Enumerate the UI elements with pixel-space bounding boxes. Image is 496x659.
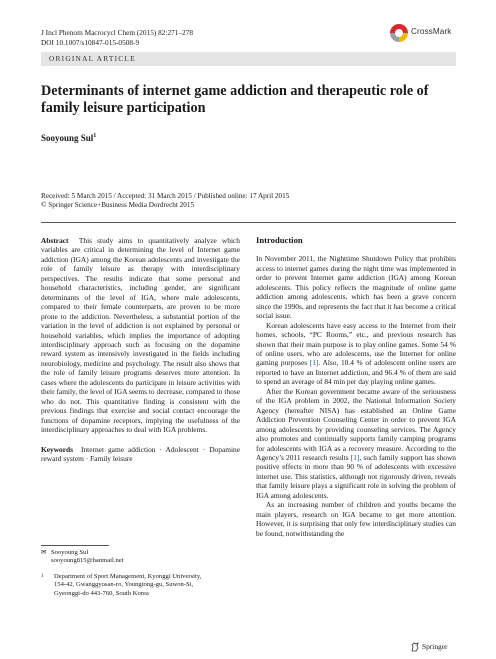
affiliation-line-1: Department of Sport Management, Kyonggi University, <box>54 573 202 580</box>
citation-link[interactable]: [1] <box>309 358 319 368</box>
intro-paragraph-3: After the Korean government became aware of the seriousness of the IGA problem in 2002, the National Information Society Agency (hereafter NISA) has established an Online Game Addiction Prevention Counseling Center in order to prevent IGA among adolescents by providing counseling services. The Agency also promotes and continually supports family camping programs for adolescents with IGA as a recovery measure. According to the Agency’s 2011 research results [1], such family support has shown positive effects in more than 90 % of adolescents with excessive internet use. This statistics, although not rigorously driven, reveals that family leisure plays a significant role in solving the problem of IGA among adolescents. <box>256 386 456 500</box>
crossmark-badge[interactable] <box>389 21 457 47</box>
article-dates <box>41 192 461 210</box>
article-type-bar <box>41 52 456 66</box>
intro-paragraph-2: Korean adolescents have easy access to the Internet from their homes, schools, “PC Rooms,” etc., and previous research has shown that their main purpose is to play online games. Some 54 % of online users, who are adolescents, use the Internet for online gaming purposes [1]. Also, 10.4 % of adolescent online users are reported to have an Internet addiction, and 96.4 % of them are said to spend an average of 84 min per day playing online games. <box>256 320 457 387</box>
corresponding-author-email[interactable]: sooyoung815@hanmail.net <box>51 557 124 565</box>
intro-paragraph-1: In November 2011, the Nighttime Shutdown Policy that prohibits access to internet games during the night time was implemented in order to prevent Internet game addiction (IGA) among Korean adolescents. This policy reflects the magnitude of online game addiction among adolescents, which has been a grave concern since the 1990s, and represents the fact that it has become a critical social issue. <box>256 254 456 321</box>
introduction-heading: Introduction <box>256 235 303 245</box>
intro-paragraph-4: As an increasing number of children and youths became the main players, research on IGA became to get more attention. However, it is surprising that only few interdisciplinary studies can be found, notwithstanding the <box>256 500 456 538</box>
right-column <box>256 236 456 538</box>
affiliation-number: 1 <box>41 574 44 579</box>
journal-citation: J Incl Phenom Macrocycl Chem (2015) 82:271–278 <box>41 28 193 37</box>
citation-link[interactable]: [1] <box>350 452 360 462</box>
author-line <box>41 133 96 143</box>
envelope-icon: ✉ <box>41 549 47 556</box>
footnote-divider <box>41 545 109 546</box>
doi-line[interactable]: DOI 10.1007/s10847-015-0508-9 <box>41 38 140 47</box>
corresponding-author-name: Sooyoung Sul <box>51 549 89 556</box>
affiliation-line-2: 154-42, Gwanggyosan-ro, Youngtong-gu, Suwon-Si, <box>54 581 194 589</box>
history-dates: Received: 5 March 2015 / Accepted: 31 March 2015 / Published online: 17 April 2015 <box>41 192 290 200</box>
abstract-label: Abstract <box>41 236 69 245</box>
publisher-logo <box>410 642 460 652</box>
author-name[interactable]: Sooyoung Sul <box>41 133 94 143</box>
springer-horse-icon <box>410 642 420 652</box>
publisher-name: Springer <box>422 642 448 651</box>
keywords-label: Keywords <box>41 444 74 454</box>
crossmark-label: CrossMark <box>411 27 452 36</box>
crossmark-icon <box>389 23 409 45</box>
keywords-text: Internet game addiction · Adolescent · Dopamine reward system · Family leisure <box>41 444 240 463</box>
affiliation-block <box>41 573 241 598</box>
abstract <box>41 236 240 435</box>
left-column <box>41 236 240 463</box>
article-title: Determinants of internet game addiction and therapeutic role of family leisure participation <box>41 83 429 116</box>
abstract-text: This study aims to quantitatively analyze which variables are critical in determining the level of Internet game addiction (IGA) among the Korean adolescents and investigate the role of family leisure as therapy with interdisciplinary perspectives. The results indicate that some personal and household characteristics, including gender, are significant determinants of the level of IGA, where male adolescents, compared to their female counterparts, are proven to be more prone to the addiction. Nevertheless, a substantial portion of the variation in the level of addiction is not explained by personal or household variables, which implies the importance of adopting interdisciplinary approach such as focusing on the dopamine reward system as intensively investigated in the fields including neurobiology, medicine and psychology. The result also shows that the role of family leisure programs deserves more attention. In cases where the adolescents do participate in leisure activities with their family, the level of IGA seems to decrease, compared to those who do not. This quantitative finding is consistent with the previous findings that exercise and social contact encourage the functions of dopamine receptors, implying the usefulness of the interdisciplinary approaches to deal with IGA problems. <box>41 236 240 435</box>
correspondence-block <box>41 549 241 566</box>
keywords <box>41 445 240 464</box>
article-type-label: ORIGINAL ARTICLE <box>49 54 136 63</box>
journal-header <box>41 28 341 48</box>
header-divider <box>41 222 456 223</box>
copyright-line: © Springer Science+Business Media Dordrecht 2015 <box>41 201 195 209</box>
affiliation-line-3: Gyeonggi-do 443-760, South Korea <box>54 589 149 597</box>
author-affiliation-marker: 1 <box>93 133 97 139</box>
